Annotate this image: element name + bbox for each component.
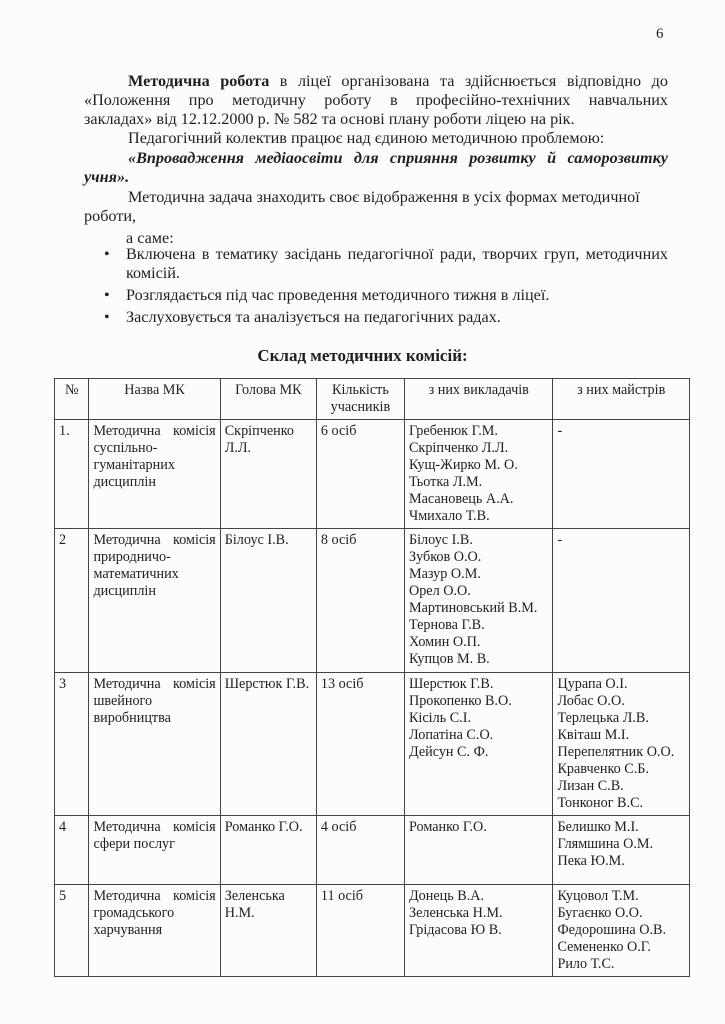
master-name: - (557, 532, 563, 548)
master-name: Семененко О.Г. (557, 939, 651, 955)
bullet-item (100, 308, 668, 327)
intro-line-1-rest: в ліцеї організована та здійснюється відповідно до (269, 72, 668, 90)
cell-masters (553, 673, 690, 816)
cell-commission-name: Методична комісія природничо-математичних дисциплін (89, 529, 220, 673)
header-masters: з них майстрів (553, 379, 690, 420)
cell-masters (553, 529, 690, 673)
master-name: Квіташ М.І. (557, 727, 630, 743)
methodical-problem: «Впровадження медіаосвіти для сприяння розвитку й саморозвитку учня». (84, 149, 668, 186)
teacher-name: Скріпченко Л.Л. (408, 440, 509, 456)
master-name: Цурапа О.І. (557, 676, 628, 692)
teacher-name: Лопатіна С.О. (408, 727, 494, 743)
cell-number: 2 (55, 529, 89, 673)
teacher-name: Мазур О.М. (408, 566, 481, 582)
cell-teachers (404, 529, 552, 673)
teacher-name: Орел О.О. (408, 583, 471, 599)
table-title: Склад методичних комісій: (257, 346, 468, 365)
cell-head: Зеленська Н.М. (220, 885, 316, 977)
bullet-text: Включена в тематику засідань педагогічної ради, творчих груп, методичних комісій. (126, 245, 668, 282)
teacher-name: Тьотка Л.М. (408, 474, 483, 490)
cell-number: 3 (55, 673, 89, 816)
intro-paragraph (84, 72, 668, 129)
teacher-name: Шерстюк Г.В. (408, 676, 494, 692)
header-head: Голова МК (220, 379, 316, 420)
teacher-name: Хомин О.П. (408, 634, 481, 650)
cell-teachers (404, 420, 552, 529)
methodical-task: Методична задача знаходить своє відображення в усіх формах методичної роботи, (84, 188, 640, 225)
master-name: - (557, 423, 563, 439)
cell-head: Скріпченко Л.Л. (220, 420, 316, 529)
teacher-name: Зеленська Н.М. (408, 905, 503, 921)
header-number: № (55, 379, 89, 420)
teacher-name: Купцов М. В. (408, 651, 490, 667)
cell-masters (553, 885, 690, 977)
teacher-name: Романко Г.О. (408, 819, 487, 835)
table-header-row (55, 379, 690, 420)
master-name: Белишко М.І. (557, 819, 639, 835)
bullet-item (100, 286, 668, 305)
table-row (55, 816, 690, 885)
master-name: Глямшина О.М. (557, 836, 654, 852)
teacher-name: Тернова Г.В. (408, 617, 485, 633)
master-name: Тонконог В.С. (557, 795, 644, 811)
teacher-name: Дейсун С. Ф. (408, 744, 489, 760)
cell-count: 4 осіб (316, 816, 404, 885)
bullet-icon: • (104, 309, 110, 326)
problem-intro: Педагогічний колектив працює над єдиною методичною проблемою: (128, 129, 605, 147)
bullet-text: Заслуховується та аналізується на педагогічних радах. (126, 308, 501, 326)
cell-count: 11 осіб (316, 885, 404, 977)
cell-teachers (404, 885, 552, 977)
master-name: Кравченко С.Б. (557, 761, 650, 777)
teacher-name: Чмихало Т.В. (408, 508, 490, 524)
cell-masters (553, 420, 690, 529)
teacher-name: Зубков О.О. (408, 549, 482, 565)
teacher-name: Кущ-Жирко М. О. (408, 457, 518, 473)
namely-text: а саме: (126, 229, 174, 247)
cell-number: 1. (55, 420, 89, 529)
master-name: Пека Ю.М. (557, 853, 625, 869)
cell-head: Шерстюк Г.В. (220, 673, 316, 816)
master-name: Федорошина О.В. (557, 922, 667, 938)
header-name: Назва МК (89, 379, 220, 420)
intro-line-3: закладах» від 12.12.2000 р. № 582 та основі плану роботи ліцею на рік. (84, 110, 575, 128)
teacher-name: Кісіль С.І. (408, 710, 471, 726)
cell-count: 6 осіб (316, 420, 404, 529)
cell-count: 13 осіб (316, 673, 404, 816)
cell-commission-name: Методична комісія швейного виробництва (89, 673, 220, 816)
teacher-name: Грідасова Ю В. (408, 922, 502, 938)
table-row (55, 420, 690, 529)
bullet-text: Розглядається під час проведення методичного тижня в ліцеї. (126, 286, 550, 304)
cell-teachers (404, 816, 552, 885)
master-name: Перепелятник О.О. (557, 744, 675, 760)
cell-masters (553, 816, 690, 885)
cell-number: 4 (55, 816, 89, 885)
cell-commission-name: Методична комісія сфери послуг (89, 816, 220, 885)
teacher-name: Прокопенко В.О. (408, 693, 512, 709)
bullet-list (100, 245, 668, 330)
cell-commission-name: Методична комісія суспільно-гуманітарних дисциплін (89, 420, 220, 529)
master-name: Терлецька Л.В. (557, 710, 649, 726)
teacher-name: Донець В.А. (408, 888, 485, 904)
master-name: Бугаєнко О.О. (557, 905, 643, 921)
header-count: Кількість учасників (316, 379, 404, 420)
table-row (55, 885, 690, 977)
table-row (55, 529, 690, 673)
header-teachers: з них викладачів (404, 379, 552, 420)
master-name: Куцовол Т.М. (557, 888, 639, 904)
cell-head: Білоус І.В. (220, 529, 316, 673)
master-name: Рило Т.С. (557, 956, 615, 972)
teacher-name: Гребенюк Г.М. (408, 423, 498, 439)
cell-count: 8 осіб (316, 529, 404, 673)
intro-line-1 (84, 72, 668, 91)
cell-commission-name: Методична комісія громадського харчування (89, 885, 220, 977)
cell-head: Романко Г.О. (220, 816, 316, 885)
page-number: 6 (656, 26, 664, 42)
cell-teachers (404, 673, 552, 816)
master-name: Лизан С.В. (557, 778, 624, 794)
intro-line-2: «Положення про методичну роботу в професійно-технічних навчальних (84, 91, 668, 109)
bullet-icon: • (104, 246, 110, 263)
cell-number: 5 (55, 885, 89, 977)
teacher-name: Масановець А.А. (408, 491, 514, 507)
commissions-table (54, 378, 690, 977)
bullet-icon: • (104, 287, 110, 304)
table-row (55, 673, 690, 816)
teacher-name: Білоус І.В. (408, 532, 473, 548)
bullet-item (100, 245, 668, 283)
intro-bold-term: Методична робота (128, 72, 270, 90)
master-name: Лобас О.О. (557, 693, 625, 709)
teacher-name: Мартиновський В.М. (408, 600, 538, 616)
